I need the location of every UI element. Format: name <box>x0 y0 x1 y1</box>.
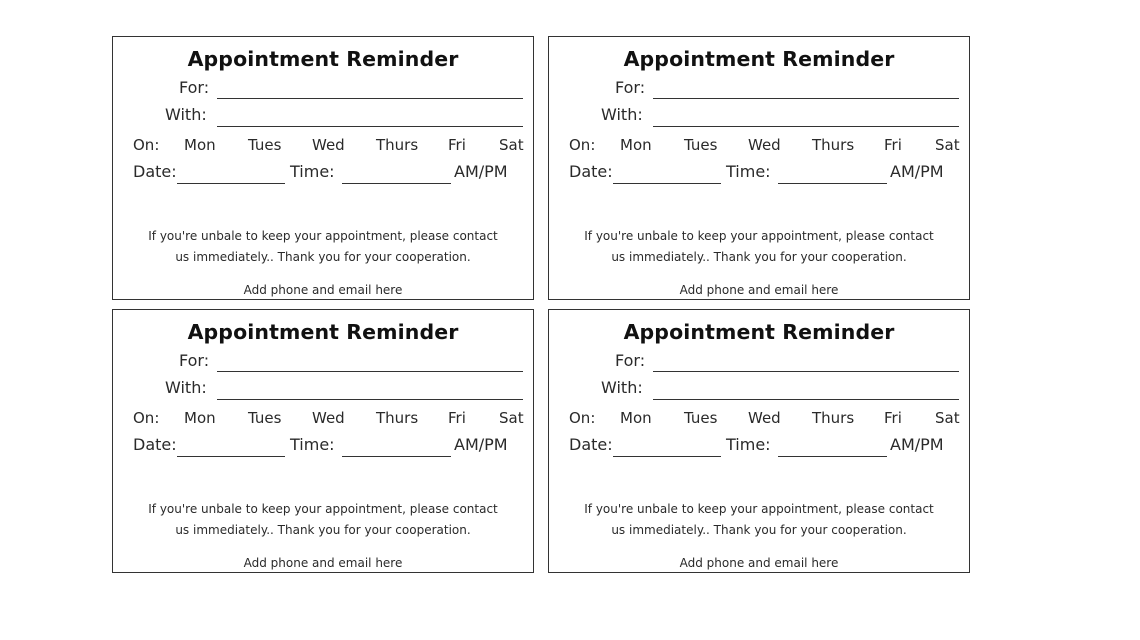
date-blank-line <box>613 183 721 184</box>
date-blank-line <box>177 456 285 457</box>
time-label: Time: <box>290 162 335 181</box>
reminder-card <box>548 36 970 300</box>
cancellation-note <box>113 499 533 541</box>
with-label: With: <box>601 378 643 397</box>
date-blank-line <box>177 183 285 184</box>
contact-line: Add phone and email here <box>679 283 839 297</box>
reminder-card <box>112 309 534 573</box>
on-label: On: <box>133 136 160 154</box>
day-thurs: Thurs <box>812 409 855 427</box>
time-blank-line <box>342 456 451 457</box>
with-label: With: <box>601 105 643 124</box>
time-label: Time: <box>726 162 771 181</box>
time-label: Time: <box>290 435 335 454</box>
for-label: For: <box>179 351 210 370</box>
for-blank-line <box>653 98 959 99</box>
day-fri: Fri <box>448 409 466 427</box>
ampm-label: AM/PM <box>890 162 944 181</box>
reminder-card <box>548 309 970 573</box>
cancellation-note <box>549 499 969 541</box>
day-wed: Wed <box>748 409 781 427</box>
for-blank-line <box>217 98 523 99</box>
on-label: On: <box>569 136 596 154</box>
time-label: Time: <box>726 435 771 454</box>
time-blank-line <box>778 456 887 457</box>
note-line-2: us immediately.. Thank you for your cooperation. <box>175 250 471 264</box>
day-thurs: Thurs <box>376 409 419 427</box>
day-thurs: Thurs <box>812 136 855 154</box>
note-line-1: If you're unbale to keep your appointment, please contact <box>148 502 498 516</box>
for-label: For: <box>179 78 210 97</box>
day-mon: Mon <box>184 136 216 154</box>
day-wed: Wed <box>312 136 345 154</box>
time-blank-line <box>342 183 451 184</box>
day-wed: Wed <box>312 409 345 427</box>
for-blank-line <box>217 371 523 372</box>
day-mon: Mon <box>620 136 652 154</box>
day-fri: Fri <box>884 409 902 427</box>
ampm-label: AM/PM <box>454 435 508 454</box>
reminder-card <box>112 36 534 300</box>
note-line-1: If you're unbale to keep your appointment, please contact <box>148 229 498 243</box>
for-label: For: <box>615 351 646 370</box>
day-tues: Tues <box>684 136 718 154</box>
ampm-label: AM/PM <box>454 162 508 181</box>
on-label: On: <box>133 409 160 427</box>
card-title: Appointment Reminder <box>187 47 459 71</box>
contact-line: Add phone and email here <box>679 556 839 570</box>
day-sat: Sat <box>499 136 524 154</box>
with-blank-line <box>653 399 959 400</box>
date-label: Date: <box>569 162 613 181</box>
with-label: With: <box>165 105 207 124</box>
note-line-1: If you're unbale to keep your appointment, please contact <box>584 229 934 243</box>
day-tues: Tues <box>248 136 282 154</box>
day-sat: Sat <box>935 136 960 154</box>
day-mon: Mon <box>184 409 216 427</box>
note-line-1: If you're unbale to keep your appointment, please contact <box>584 502 934 516</box>
contact-line: Add phone and email here <box>243 283 403 297</box>
date-label: Date: <box>133 162 177 181</box>
cancellation-note <box>549 226 969 268</box>
note-line-2: us immediately.. Thank you for your cooperation. <box>611 523 907 537</box>
with-blank-line <box>217 399 523 400</box>
cancellation-note <box>113 226 533 268</box>
on-label: On: <box>569 409 596 427</box>
day-wed: Wed <box>748 136 781 154</box>
ampm-label: AM/PM <box>890 435 944 454</box>
contact-line: Add phone and email here <box>243 556 403 570</box>
with-blank-line <box>653 126 959 127</box>
for-blank-line <box>653 371 959 372</box>
day-tues: Tues <box>684 409 718 427</box>
for-label: For: <box>615 78 646 97</box>
day-tues: Tues <box>248 409 282 427</box>
with-label: With: <box>165 378 207 397</box>
day-sat: Sat <box>935 409 960 427</box>
note-line-2: us immediately.. Thank you for your cooperation. <box>175 523 471 537</box>
card-title: Appointment Reminder <box>623 320 895 344</box>
day-fri: Fri <box>448 136 466 154</box>
card-title: Appointment Reminder <box>187 320 459 344</box>
day-mon: Mon <box>620 409 652 427</box>
date-label: Date: <box>133 435 177 454</box>
day-thurs: Thurs <box>376 136 419 154</box>
date-blank-line <box>613 456 721 457</box>
card-title: Appointment Reminder <box>623 47 895 71</box>
day-sat: Sat <box>499 409 524 427</box>
note-line-2: us immediately.. Thank you for your cooperation. <box>611 250 907 264</box>
day-fri: Fri <box>884 136 902 154</box>
date-label: Date: <box>569 435 613 454</box>
time-blank-line <box>778 183 887 184</box>
with-blank-line <box>217 126 523 127</box>
